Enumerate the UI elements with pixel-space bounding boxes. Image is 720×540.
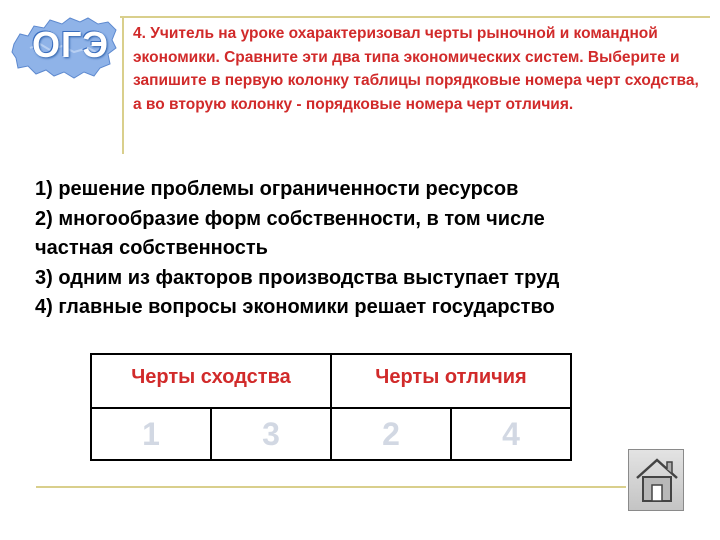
top-rule: [120, 16, 710, 18]
home-button[interactable]: [628, 449, 684, 511]
answer-table: [90, 353, 572, 461]
answer-cell: 3: [211, 408, 331, 460]
oge-logo: [10, 14, 120, 82]
table-header-row: [91, 354, 571, 408]
answer-cell: 2: [331, 408, 451, 460]
home-icon: [629, 450, 685, 512]
list-item: 4) главные вопросы экономики решает государство: [35, 296, 555, 319]
list-item: 2) многообразие форм собственности, в том числе: [35, 207, 545, 230]
task-side-rule: [122, 18, 124, 154]
header-differences: Черты отличия: [331, 354, 571, 408]
answer-cell: 4: [451, 408, 571, 460]
bottom-rule: [36, 486, 626, 488]
features-list: [35, 175, 695, 323]
header-similarities: Черты сходства: [91, 354, 331, 408]
list-item: 1) решение проблемы ограниченности ресурсов: [35, 178, 519, 200]
task-text: 4. Учитель на уроке охарактеризовал черты рыночной и командной экономики. Сравните эти два типа экономических систем. Выберите и запишите в первую колонку таблицы порядковые номера черт сходства, а во вторую колонку - порядковые номера черт отличия.: [133, 25, 699, 113]
logo-text: ОГЭ: [32, 24, 110, 65]
list-item: частная собственность: [35, 237, 268, 260]
table-row: [91, 408, 571, 460]
list-item: 3) одним из факторов производства выступает труд: [35, 266, 560, 289]
answer-cell: 1: [91, 408, 211, 460]
